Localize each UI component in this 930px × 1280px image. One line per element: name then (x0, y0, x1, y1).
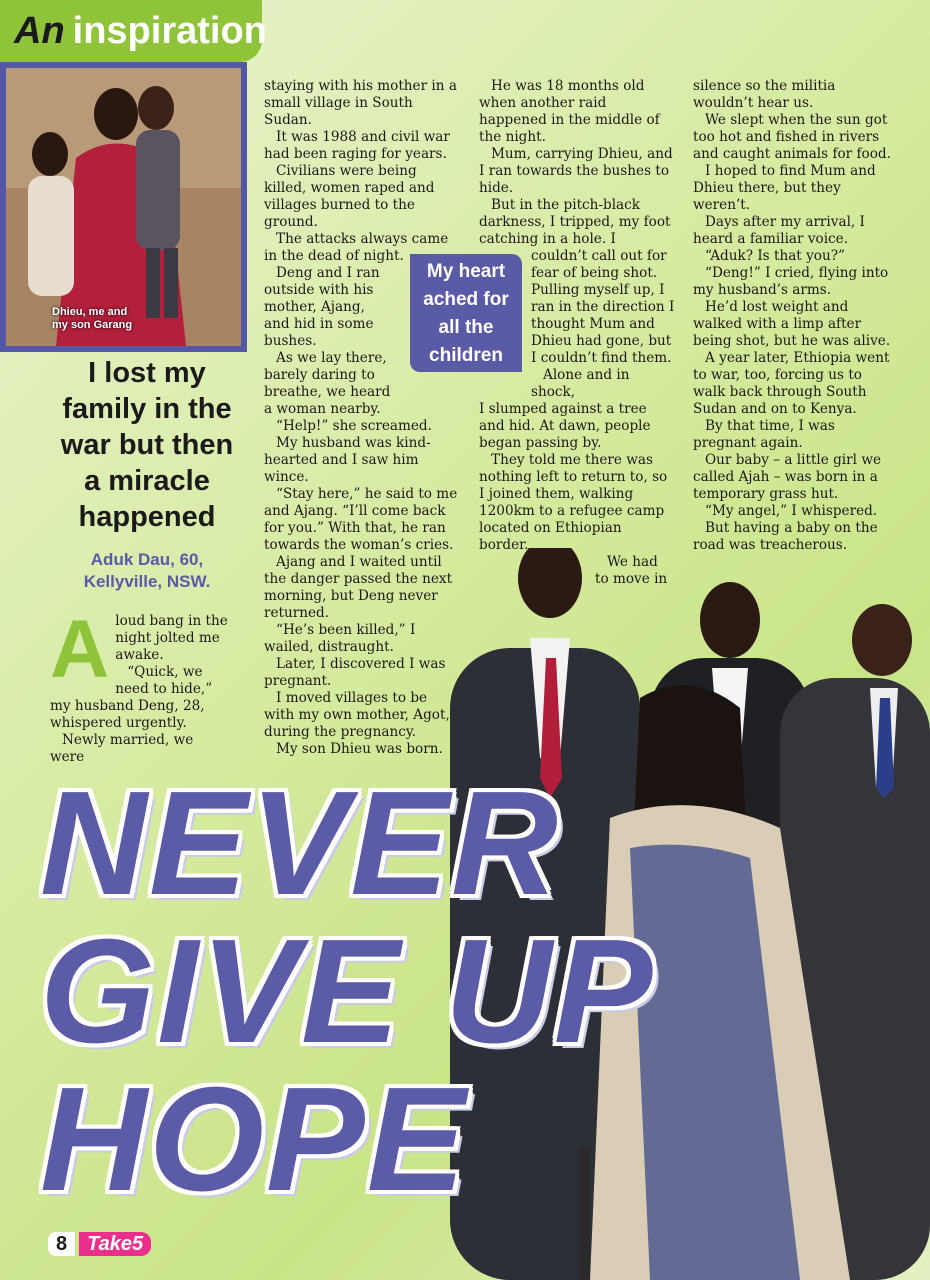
paragraph: He’d lost weight and walked with a limp after being shot, but he was alive. (693, 299, 891, 349)
headline-line: war but then (60, 429, 234, 461)
paragraph: Mum, carrying Dhieu, and I ran towards the bushes to hide. (479, 146, 673, 196)
paragraph: Ajang and I waited until the danger passed the next morning, but Deng never returned. (264, 554, 453, 621)
pull-quote-line: My heart (426, 261, 506, 282)
paragraph: They told me there was nothing left to return to, so I joined them, walking 1200km to a refugee camp located on Ethiopian border. (479, 452, 668, 553)
paragraph: My husband was kind-hearted and I saw him wince. (264, 435, 431, 485)
paragraph: But having a baby on the road was treacherous. (693, 520, 878, 553)
paragraph: We had to move in (595, 554, 668, 587)
paragraph: I hoped to find Mum and Dhieu there, but they weren’t. (693, 163, 876, 213)
family-photo-old-caption (52, 306, 132, 332)
paragraph: loud bang in the night jolted me awake. (115, 613, 228, 663)
paragraph: As we lay there, barely daring to breathe, we heard a woman nearby. (264, 350, 391, 417)
caption-line: Dhieu, me and (52, 306, 128, 318)
article-column-1 (50, 604, 230, 766)
headline (36, 355, 258, 535)
paragraph: But in the pitch-black darkness, I tripped, my foot catching in a hole. I (479, 197, 671, 247)
section-tab (0, 0, 267, 62)
paragraph: My son Dhieu was born. (276, 741, 443, 757)
pull-quote-line: all the (438, 317, 494, 338)
feature-title-line: GIVE UP (40, 909, 655, 1074)
paragraph: silence so the militia wouldn’t hear us. (693, 78, 836, 111)
family-photo-old-image (6, 68, 241, 346)
paragraph: We slept when the sun got too hot and fished in rivers and caught animals for food. (693, 112, 891, 162)
headline-line: I lost my (88, 357, 206, 389)
paragraph: “Aduk? Is that you?” (705, 248, 845, 264)
byline-location: Kellyville, NSW. (83, 572, 211, 591)
drop-cap: A (50, 604, 110, 695)
column-3-wrap-block (531, 248, 675, 401)
family-photo-old-illustration (6, 68, 241, 346)
column-2-narrow-block (264, 265, 394, 418)
family-photo-old (0, 62, 247, 352)
section-tab-label: inspiration (72, 9, 267, 52)
feature-title-line: NEVER (40, 761, 560, 926)
paragraph: “Quick, we need to hide,” my husband Deng, 28, whispered urgently. (50, 664, 213, 731)
article-column-3 (479, 78, 675, 588)
headline-line: happened (78, 501, 216, 533)
page-footer (48, 1232, 151, 1256)
byline-name: Aduk Dau, 60, (90, 550, 204, 569)
paragraph: A year later, Ethiopia went to war, too, forcing us to walk back through South Sudan and on to Kenya. (693, 350, 890, 417)
feature-title-line: HOPE (40, 1057, 468, 1222)
paragraph: Alone and in shock, (531, 367, 630, 400)
paragraph: The attacks always came in the dead of night. (264, 231, 449, 264)
paragraph: He was 18 months old when another raid happened in the middle of the night. (479, 78, 660, 145)
paragraph: Deng and I ran outside with his mother, Ajang, and hid in some bushes. (264, 265, 380, 349)
article-column-2 (264, 78, 460, 758)
paragraph: Newly married, we were (50, 732, 194, 765)
paragraph: “Help!” she screamed. (276, 418, 432, 434)
feature-title (40, 761, 655, 1222)
headline-line: family in the (62, 393, 232, 425)
byline (40, 549, 254, 593)
caption-line: my son Garang (52, 319, 133, 331)
paragraph: couldn’t call out for fear of being shot. Pulling myself up, I ran in the direction I thought Mum and Dhieu had gone, but I couldn’t find them. (531, 248, 675, 366)
page-number: 8 (48, 1232, 75, 1256)
section-tab-prefix: An (14, 9, 65, 52)
paragraph: By that time, I was pregnant again. (693, 418, 835, 451)
article-column-4 (693, 78, 898, 554)
paragraph: “My angel,” I whispered. (705, 503, 878, 519)
pull-quote-line: ached for (423, 289, 509, 310)
paragraph: Our baby – a little girl we called Ajah – was born in a temporary grass hut. (693, 452, 882, 502)
paragraph: Civilians were being killed, women raped and villages burned to the ground. (264, 163, 435, 230)
paragraph: Days after my arrival, I heard a familiar voice. (693, 214, 865, 247)
paragraph: It was 1988 and civil war had been raging for years. (264, 129, 450, 162)
paragraph: staying with his mother in a small village in South Sudan. (264, 78, 457, 128)
headline-line: a miracle (84, 465, 210, 497)
paragraph: “He’s been killed,” I wailed, distraught. (264, 622, 416, 655)
paragraph: I slumped against a tree and hid. At dawn, people began passing by. (479, 401, 651, 451)
magazine-logo: Take5 (79, 1232, 151, 1256)
paragraph: “Deng!” I cried, flying into my husband’s arms. (693, 265, 889, 298)
paragraph: I moved villages to be with my own mother, Agot, during the pregnancy. (264, 690, 450, 740)
paragraph: “Stay here,” he said to me and Ajang. “I’ll come back for you.” With that, he ran towards the woman’s cries. (264, 486, 458, 553)
pull-quote-line: children (429, 345, 503, 366)
paragraph: Later, I discovered I was pregnant. (264, 656, 446, 689)
